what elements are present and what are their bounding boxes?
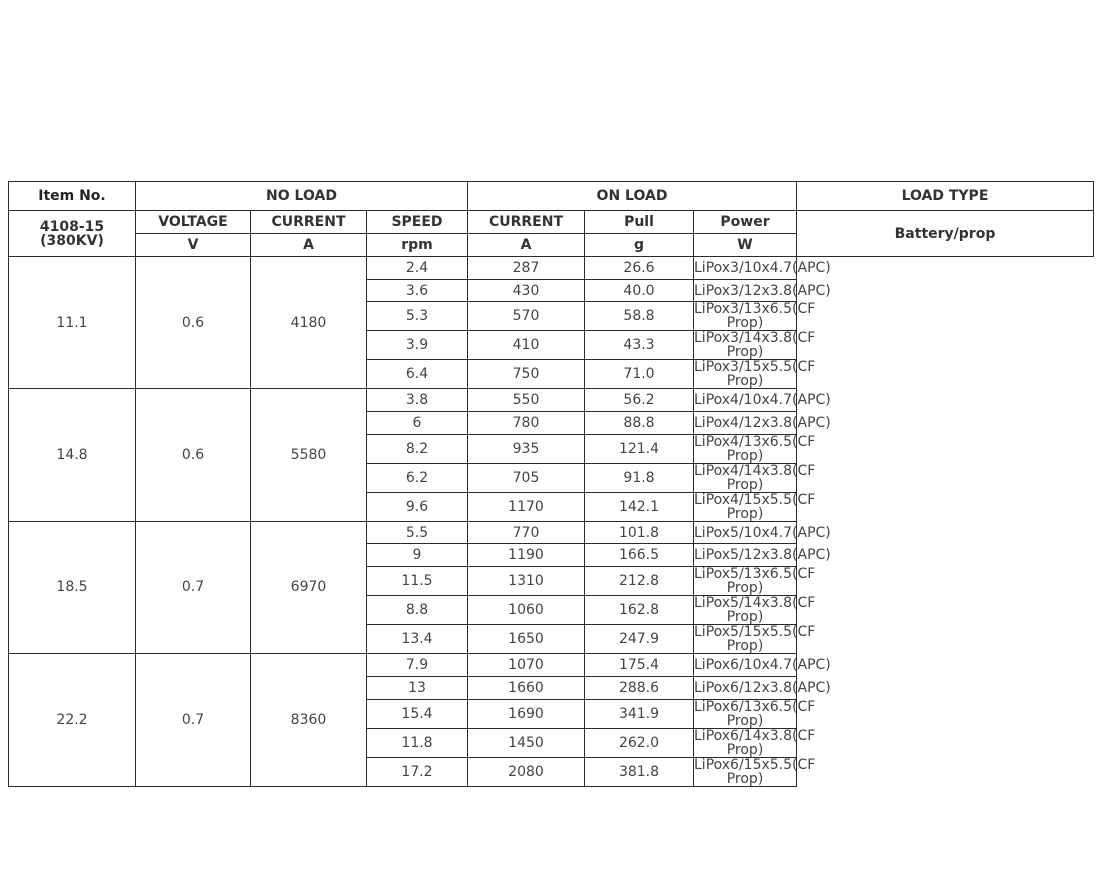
- item-model: 4108-15: [39, 218, 105, 235]
- on-load-current: 13.4: [367, 625, 468, 654]
- power-value: 247.9: [585, 625, 694, 654]
- on-load-current: 9.6: [367, 492, 468, 521]
- speed-header: SPEED: [367, 211, 468, 234]
- load-type-value: LiPox3/12x3.8(APC): [694, 279, 797, 302]
- power-value: 175.4: [585, 654, 694, 677]
- power-value: 88.8: [585, 412, 694, 435]
- power-value: 166.5: [585, 544, 694, 567]
- on-load-header: ON LOAD: [468, 182, 797, 211]
- power-value: 56.2: [585, 389, 694, 412]
- load-type-value: LiPox3/10x4.7(APC): [694, 257, 797, 280]
- load-type-value: LiPox4/12x3.8(APC): [694, 412, 797, 435]
- load-type-value: LiPox6/10x4.7(APC): [694, 654, 797, 677]
- power-value: 43.3: [585, 331, 694, 360]
- on-load-current: 2.4: [367, 257, 468, 280]
- battery-prop-header: Battery/prop: [797, 211, 1094, 257]
- on-load-current: 3.9: [367, 331, 468, 360]
- power-value: 101.8: [585, 521, 694, 544]
- load-type-value: LiPox6/13x6.5(CF Prop): [694, 698, 816, 729]
- group-speed: 8360: [251, 654, 367, 786]
- load-type-value: LiPox5/12x3.8(APC): [694, 544, 797, 567]
- on-load-current-header: CURRENT: [468, 211, 585, 234]
- load-type-value: LiPox4/13x6.5(CF Prop): [694, 433, 816, 464]
- load-type-value: LiPox5/15x5.5(CF Prop): [694, 624, 816, 655]
- on-load-current: 8.2: [367, 434, 468, 463]
- load-type-value: LiPox4/14x3.8(CF Prop): [694, 462, 816, 493]
- unit-volts: V: [136, 234, 251, 257]
- load-type-value: LiPox4/15x5.5(CF Prop): [694, 491, 816, 522]
- load-type-value: LiPox4/10x4.7(APC): [694, 389, 797, 412]
- on-load-current: 5.5: [367, 521, 468, 544]
- on-load-current: 13: [367, 676, 468, 699]
- group-no-load-current: 0.6: [136, 257, 251, 389]
- power-value: 262.0: [585, 728, 694, 757]
- pull-value: 1650: [468, 625, 585, 654]
- pull-value: 550: [468, 389, 585, 412]
- unit-grams: g: [585, 234, 694, 257]
- header-row-groups: [9, 182, 1094, 211]
- load-type-value: LiPox5/14x3.8(CF Prop): [694, 595, 816, 626]
- power-value: 212.8: [585, 567, 694, 596]
- power-value: 341.9: [585, 699, 694, 728]
- group-speed: 5580: [251, 389, 367, 521]
- power-value: 71.0: [585, 360, 694, 389]
- load-type-value: LiPox5/10x4.7(APC): [694, 521, 797, 544]
- load-type-value: LiPox5/13x6.5(CF Prop): [694, 566, 816, 597]
- pull-value: 1170: [468, 492, 585, 521]
- on-load-current: 9: [367, 544, 468, 567]
- pull-value: 770: [468, 521, 585, 544]
- load-type-header: LOAD TYPE: [797, 182, 1094, 211]
- power-header: Power: [694, 211, 797, 234]
- pull-header: Pull: [585, 211, 694, 234]
- no-load-current-header: CURRENT: [251, 211, 367, 234]
- load-type-value: LiPox6/15x5.5(CF Prop): [694, 756, 816, 787]
- on-load-current: 3.6: [367, 279, 468, 302]
- motor-spec-table: [8, 181, 1094, 787]
- load-type-value: LiPox6/12x3.8(APC): [694, 676, 797, 699]
- on-load-current: 6: [367, 412, 468, 435]
- group-voltage: 18.5: [9, 521, 136, 653]
- voltage-header: VOLTAGE: [136, 211, 251, 234]
- group-no-load-current: 0.6: [136, 389, 251, 521]
- on-load-current: 11.8: [367, 728, 468, 757]
- pull-value: 1450: [468, 728, 585, 757]
- load-type-value: LiPox3/14x3.8(CF Prop): [694, 330, 816, 361]
- power-value: 91.8: [585, 463, 694, 492]
- group-speed: 6970: [251, 521, 367, 653]
- group-speed: 4180: [251, 257, 367, 389]
- load-type-value: LiPox6/14x3.8(CF Prop): [694, 727, 816, 758]
- on-load-current: 11.5: [367, 567, 468, 596]
- pull-value: 287: [468, 257, 585, 280]
- unit-rpm: rpm: [367, 234, 468, 257]
- unit-amps-no-load: A: [251, 234, 367, 257]
- group-voltage: 11.1: [9, 257, 136, 389]
- power-value: 381.8: [585, 757, 694, 786]
- pull-value: 750: [468, 360, 585, 389]
- on-load-current: 17.2: [367, 757, 468, 786]
- pull-value: 1060: [468, 596, 585, 625]
- group-no-load-current: 0.7: [136, 521, 251, 653]
- power-value: 162.8: [585, 596, 694, 625]
- header-row-columns: [9, 211, 1094, 234]
- pull-value: 1190: [468, 544, 585, 567]
- load-type-value: LiPox3/15x5.5(CF Prop): [694, 359, 816, 390]
- no-load-header: NO LOAD: [136, 182, 468, 211]
- group-no-load-current: 0.7: [136, 654, 251, 786]
- power-value: 26.6: [585, 257, 694, 280]
- group-voltage: 22.2: [9, 654, 136, 786]
- unit-amps-on-load: A: [468, 234, 585, 257]
- table-row: [9, 257, 1094, 280]
- on-load-current: 8.8: [367, 596, 468, 625]
- pull-value: 570: [468, 302, 585, 331]
- pull-value: 1660: [468, 676, 585, 699]
- power-value: 40.0: [585, 279, 694, 302]
- load-type-value: LiPox3/13x6.5(CF Prop): [694, 301, 816, 332]
- pull-value: 1070: [468, 654, 585, 677]
- on-load-current: 6.2: [367, 463, 468, 492]
- power-value: 58.8: [585, 302, 694, 331]
- item-no-header: Item No.: [9, 182, 136, 211]
- power-value: 288.6: [585, 676, 694, 699]
- pull-value: 780: [468, 412, 585, 435]
- on-load-current: 7.9: [367, 654, 468, 677]
- group-voltage: 14.8: [9, 389, 136, 521]
- item-kv: (380KV): [40, 232, 104, 249]
- item-model-cell: [9, 211, 136, 257]
- pull-value: 2080: [468, 757, 585, 786]
- pull-value: 1690: [468, 699, 585, 728]
- pull-value: 430: [468, 279, 585, 302]
- power-value: 142.1: [585, 492, 694, 521]
- pull-value: 705: [468, 463, 585, 492]
- pull-value: 1310: [468, 567, 585, 596]
- pull-value: 935: [468, 434, 585, 463]
- on-load-current: 5.3: [367, 302, 468, 331]
- unit-watts: W: [694, 234, 797, 257]
- on-load-current: 15.4: [367, 699, 468, 728]
- table-row: [9, 521, 1094, 544]
- pull-value: 410: [468, 331, 585, 360]
- on-load-current: 6.4: [367, 360, 468, 389]
- table-row: [9, 389, 1094, 412]
- table-row: [9, 654, 1094, 677]
- spec-body: [9, 257, 1094, 787]
- on-load-current: 3.8: [367, 389, 468, 412]
- power-value: 121.4: [585, 434, 694, 463]
